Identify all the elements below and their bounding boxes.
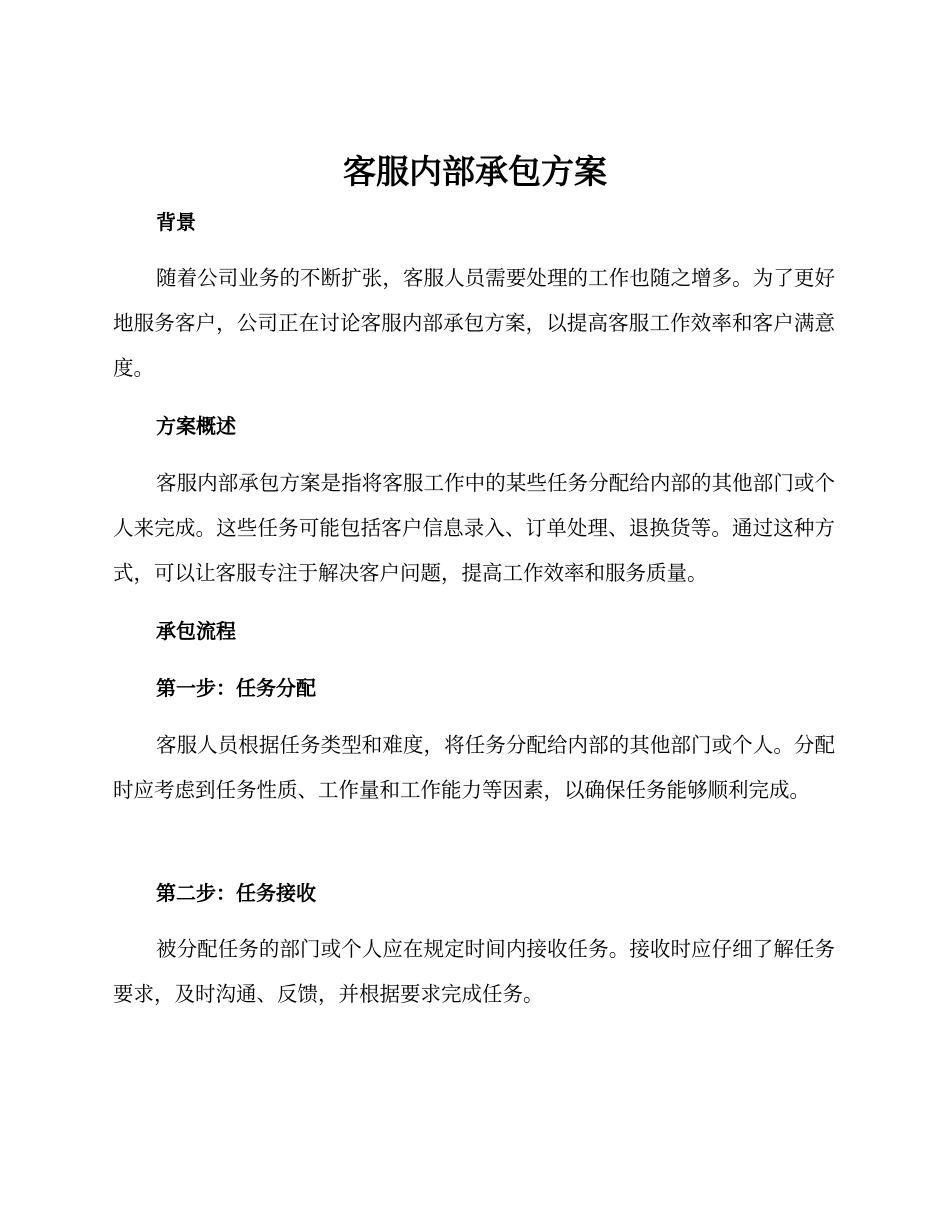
section-paragraph-background: 随着公司业务的不断扩张，客服人员需要处理的工作也随之增多。为了更好地服务客户，公司正在讨论客服内部承包方案，以提高客服工作效率和客户满意度。 (113, 266, 835, 380)
section-heading-overview: 方案概述 (156, 414, 236, 438)
section-heading-background: 背景 (156, 210, 196, 234)
section-paragraph-step-two: 被分配任务的部门或个人应在规定时间内接收任务。接收时应仔细了解任务要求，及时沟通、反馈，并根据要求完成任务。 (113, 937, 835, 1006)
section-paragraph-overview: 客服内部承包方案是指将客服工作中的某些任务分配给内部的其他部门或个人来完成。这些任务可能包括客户信息录入、订单处理、退换货等。通过这种方式，可以让客服专注于解决客户问题，提高工作效率和服务质量。 (113, 471, 835, 585)
section-paragraph-step-one: 客服人员根据任务类型和难度，将任务分配给内部的其他部门或个人。分配时应考虑到任务性质、工作量和工作能力等因素，以确保任务能够顺利完成。 (113, 733, 835, 802)
section-heading-step-two: 第二步：任务接收 (156, 881, 316, 905)
document-title: 客服内部承包方案 (343, 152, 607, 191)
section-heading-process: 承包流程 (156, 619, 236, 643)
section-heading-step-one: 第一步：任务分配 (156, 676, 316, 700)
